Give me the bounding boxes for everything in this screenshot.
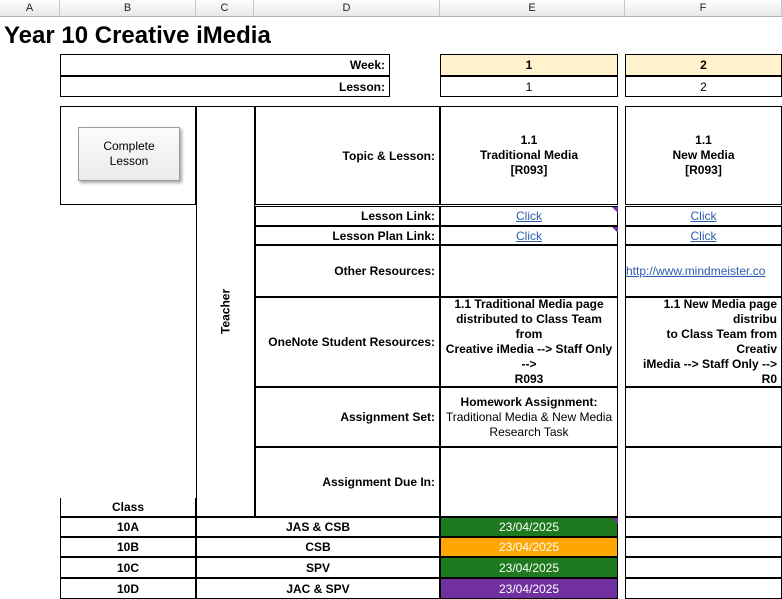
lesson-link-week2-cell[interactable] (625, 206, 782, 226)
column-header-a[interactable]: A (0, 0, 60, 16)
complete-lesson-button-line2: Lesson (109, 154, 149, 168)
due-date-10d-week2[interactable] (625, 578, 782, 599)
topic-week2-code: [R093] (685, 163, 722, 177)
onenote-week2-line3: iMedia --> Staff Only --> R0 (642, 357, 777, 386)
lesson-plan-link-label: Lesson Plan Link: (255, 226, 440, 245)
comment-marker-icon (612, 518, 618, 524)
column-header-e[interactable]: E (440, 0, 625, 16)
assignment-due-week2-cell[interactable] (625, 447, 782, 517)
topic-lesson-label: Topic & Lesson: (255, 106, 440, 205)
teacher-10a[interactable]: JAS & CSB (196, 517, 440, 537)
assignment-set-week1-line1: Homework Assignment: (460, 394, 598, 409)
lesson-1-value[interactable]: 1 (440, 76, 618, 97)
lesson-plan-link-week1-cell[interactable] (440, 226, 618, 245)
column-header-f[interactable]: F (625, 0, 782, 16)
lesson-link-label: Lesson Link: (255, 206, 440, 226)
assignment-set-week1-line3: Research Task (489, 424, 569, 439)
due-date-10b-week2[interactable] (625, 537, 782, 557)
teacher-column-label: Teacher (196, 106, 255, 517)
other-resources-week1-cell[interactable] (440, 245, 618, 297)
class-name-10a[interactable]: 10A (60, 517, 196, 537)
lesson-plan-link-week2[interactable]: Click (690, 228, 717, 243)
assignment-set-week2-cell[interactable] (625, 387, 782, 447)
class-name-10d[interactable]: 10D (60, 578, 196, 599)
teacher-10c[interactable]: SPV (196, 557, 440, 578)
week-2-value[interactable]: 2 (625, 54, 782, 76)
lesson-link-week1-cell[interactable] (440, 206, 618, 226)
onenote-week2-cell[interactable] (625, 297, 782, 387)
column-header-b[interactable]: B (60, 0, 196, 16)
lesson-plan-link-week1[interactable]: Click (516, 228, 542, 243)
lesson-label: Lesson: (60, 76, 390, 97)
column-header-d[interactable]: D (254, 0, 440, 16)
topic-week1-name: Traditional Media (479, 148, 578, 162)
topic-week2-number: 1.1 (695, 133, 712, 147)
column-header-c[interactable]: C (196, 0, 254, 16)
grid-area (0, 17, 782, 596)
assignment-set-week1-cell[interactable] (440, 387, 618, 447)
topic-week1-code: [R093] (510, 163, 548, 177)
assignment-due-week1-cell[interactable] (440, 447, 618, 517)
teacher-10d[interactable]: JAC & SPV (196, 578, 440, 599)
onenote-week1-cell[interactable] (440, 297, 618, 387)
page-title: Year 10 Creative iMedia (4, 22, 271, 49)
due-date-10a-week2[interactable] (625, 517, 782, 537)
topic-week1-number: 1.1 (520, 133, 538, 147)
lesson-link-week2[interactable]: Click (690, 209, 717, 223)
comment-marker-icon (612, 227, 618, 233)
class-name-10b[interactable]: 10B (60, 537, 196, 557)
due-date-10a-week1[interactable]: 23/04/2025 (440, 517, 618, 537)
due-date-10d-week1[interactable]: 23/04/2025 (440, 578, 618, 599)
complete-lesson-button-line1: Complete (103, 139, 155, 153)
complete-lesson-button[interactable] (78, 127, 180, 181)
topic-week2-name: New Media (672, 148, 735, 162)
lesson-2-value[interactable]: 2 (625, 76, 782, 97)
lesson-link-week1[interactable]: Click (516, 209, 542, 223)
class-name-10c[interactable]: 10C (60, 557, 196, 578)
week-1-value[interactable]: 1 (440, 54, 618, 76)
topic-week2-cell[interactable] (625, 106, 782, 205)
due-date-10c-week1[interactable]: 23/04/2025 (440, 557, 618, 578)
due-date-10c-week2[interactable] (625, 557, 782, 578)
column-header-row (0, 0, 782, 17)
assignment-due-label: Assignment Due In: (255, 447, 440, 517)
comment-marker-icon (612, 207, 618, 213)
assignment-set-label: Assignment Set: (255, 387, 440, 447)
assignment-set-week1-line2: Traditional Media & New Media (445, 409, 613, 424)
other-resources-week2-link[interactable]: http://www.mindmeister.co (626, 264, 766, 278)
lesson-plan-link-week2-cell[interactable] (625, 226, 782, 245)
class-column-label: Class (60, 498, 196, 517)
other-resources-label: Other Resources: (255, 245, 440, 297)
onenote-week2-line1: 1.1 New Media page distribu (663, 297, 777, 326)
week-label: Week: (60, 54, 390, 76)
onenote-week1-line2: distributed to Class Team from (456, 312, 602, 341)
topic-week1-cell[interactable] (440, 106, 618, 205)
onenote-week2-line2: to Class Team from Creativ (666, 327, 777, 356)
onenote-week1-line4: R093 (514, 372, 544, 386)
other-resources-week2-cell[interactable] (625, 245, 782, 297)
teacher-10b[interactable]: CSB (196, 537, 440, 557)
onenote-week1-line1: 1.1 Traditional Media page (454, 297, 604, 311)
due-date-10b-week1[interactable]: 23/04/2025 (440, 537, 618, 557)
onenote-label: OneNote Student Resources: (255, 297, 440, 387)
onenote-week1-line3: Creative iMedia --> Staff Only --> (445, 342, 613, 371)
